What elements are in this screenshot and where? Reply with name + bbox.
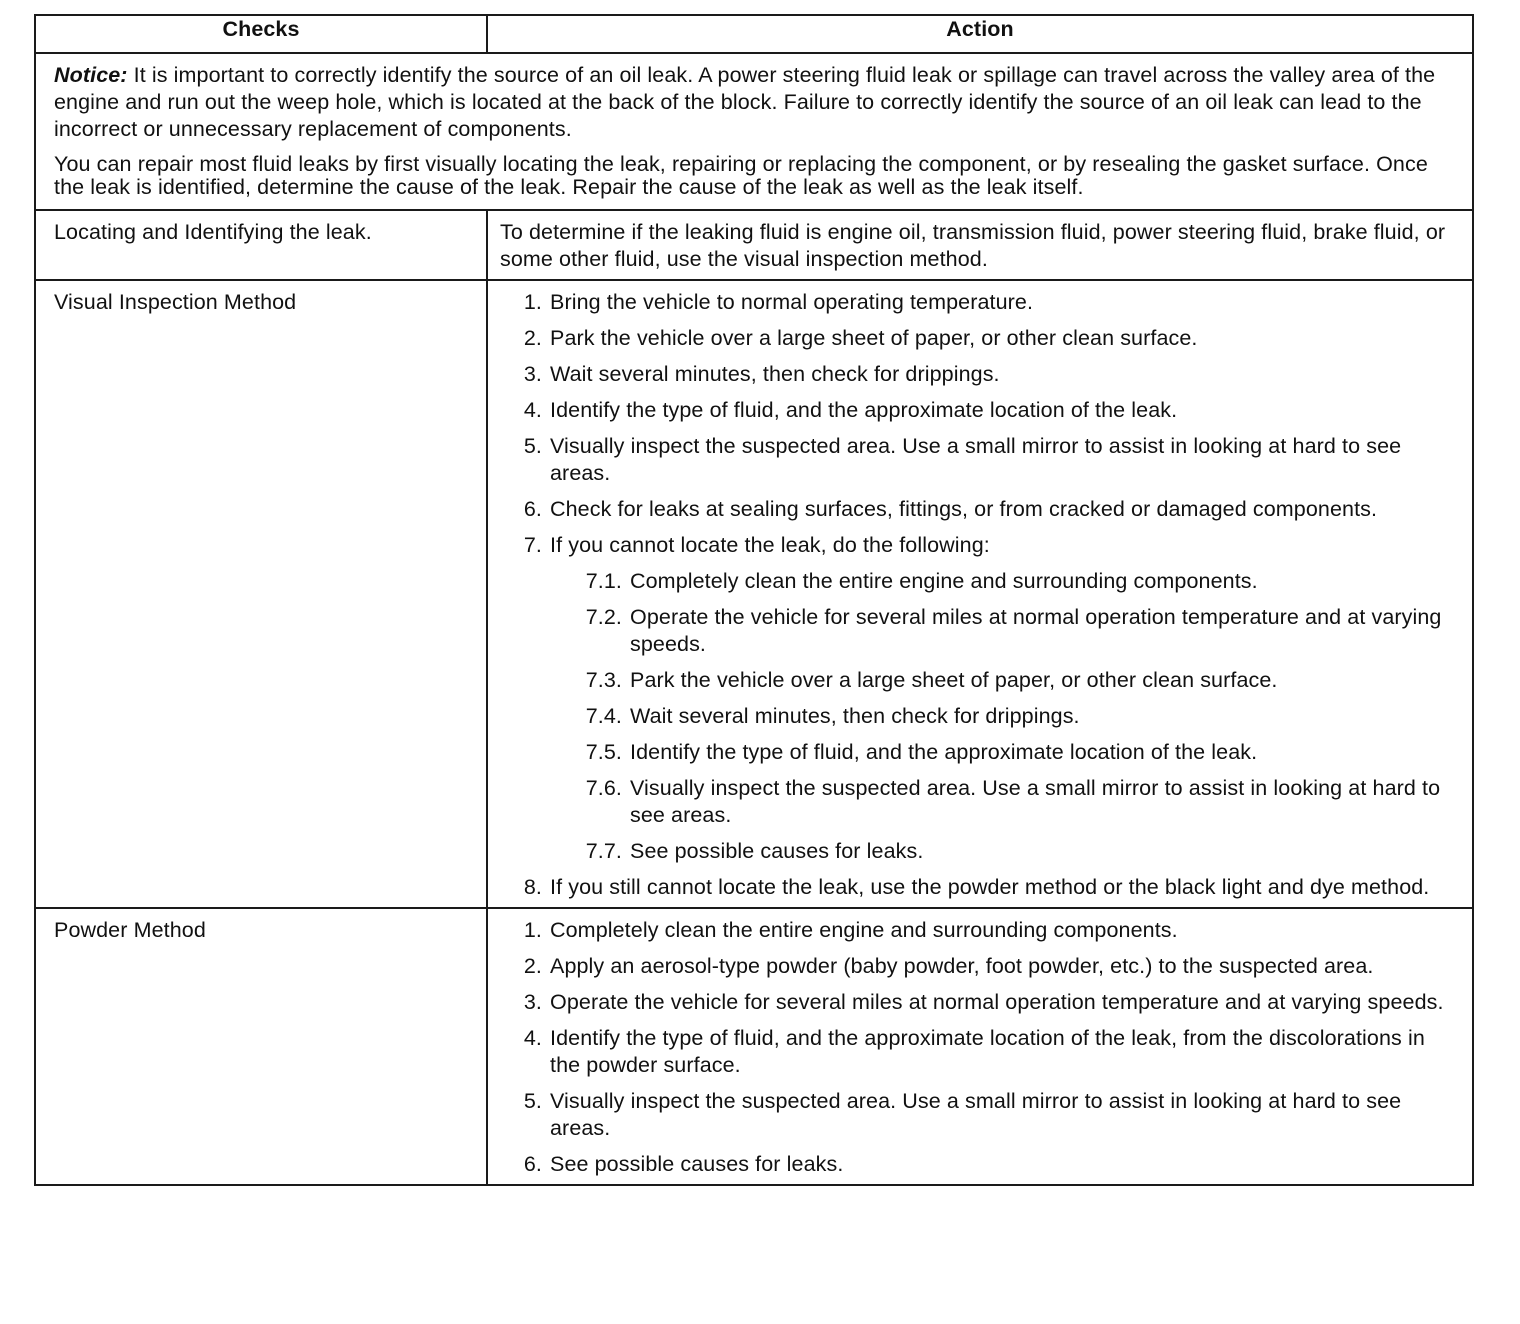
step-number: 7.5. [585,740,622,764]
step-text: Completely clean the entire engine and surrounding components. [630,569,1258,593]
step-number: 5. [523,434,542,458]
step-text: Operate the vehicle for several miles at normal operation temperature and at varying speeds. [630,605,1442,656]
step-number: 4. [523,1026,542,1050]
step-number: 7.2. [585,605,622,629]
checks-column-header: Checks [35,15,487,53]
step-text: Check for leaks at sealing surfaces, fittings, or from cracked or damaged components. [550,497,1378,521]
step-item [500,397,1454,424]
step-number: 8. [523,875,542,899]
table-row [35,908,1473,1185]
step-number: 5. [523,1089,542,1113]
sub-step-item [500,739,1454,766]
action-cell-locating: To determine if the leaking fluid is engine oil, transmission fluid, power steering fluid, brake fluid, or some other fluid, use the visual inspection method. [487,210,1473,280]
sub-step-item [500,604,1454,658]
step-number: 7.7. [585,839,622,863]
notice-row [35,53,1473,210]
step-item [500,361,1454,388]
notice-paragraph [54,62,1458,143]
header-row [35,15,1473,53]
step-item [500,953,1454,980]
step-text: Bring the vehicle to normal operating temperature. [550,290,1034,314]
step-item [500,289,1454,316]
powder-method-steps [500,917,1454,1178]
step-text: Identify the type of fluid, and the approximate location of the leak. [550,398,1178,422]
diagnostic-table [34,14,1474,1186]
step-text: Visually inspect the suspected area. Use a small mirror to assist in looking at hard to see areas. [630,776,1441,827]
step-text: Park the vehicle over a large sheet of paper, or other clean surface. [630,668,1278,692]
step-text: Operate the vehicle for several miles at normal operation temperature and at varying speeds. [550,990,1444,1014]
step-number: 2. [523,326,542,350]
step-text: Visually inspect the suspected area. Use a small mirror to assist in looking at hard to see areas. [550,434,1402,485]
sub-step-item [500,568,1454,595]
step-text: Completely clean the entire engine and surrounding components. [550,918,1178,942]
step-text: Wait several minutes, then check for drippings. [550,362,1000,386]
step-number: 3. [523,362,542,386]
step-text: Wait several minutes, then check for drippings. [630,704,1080,728]
step-number: 7.1. [585,569,622,593]
notice-label: Notice: [54,63,128,87]
notice-text: It is important to correctly identify the source of an oil leak. A power steering fluid leak or spillage can travel across the valley area of the engine and run out the weep hole, which is located at the back of the block. Failure to correctly identify the source of an oil leak can lead to the incorrect or unnecessary replacement of components. [54,63,1436,141]
check-cell-powder-method: Powder Method [35,908,487,1185]
table-row [35,210,1473,280]
step-number: 6. [523,497,542,521]
step-item [500,433,1454,487]
step-number: 7. [523,533,542,557]
sub-step-item [500,775,1454,829]
sub-step-item [500,667,1454,694]
step-text: Apply an aerosol-type powder (baby powder, foot powder, etc.) to the suspected area. [550,954,1374,978]
step-text: If you cannot locate the leak, do the following: [550,533,990,557]
check-cell-locating: Locating and Identifying the leak. [35,210,487,280]
check-cell-visual-inspection: Visual Inspection Method [35,280,487,908]
step-number: 1. [523,918,542,942]
step-number: 1. [523,290,542,314]
step-number: 2. [523,954,542,978]
visual-inspection-steps [500,289,1454,901]
step-number: 4. [523,398,542,422]
step-number: 7.4. [585,704,622,728]
step-text: Identify the type of fluid, and the approximate location of the leak, from the discolorations in the powder surface. [550,1026,1425,1077]
step-number: 7.3. [585,668,622,692]
step-item [500,532,1454,559]
step-number: 6. [523,1152,542,1176]
step-text: Visually inspect the suspected area. Use a small mirror to assist in looking at hard to see areas. [550,1089,1402,1140]
step-item [500,1088,1454,1142]
step-item [500,874,1454,901]
notice-cell [35,53,1473,210]
step-item [500,496,1454,523]
step-text: See possible causes for leaks. [630,839,924,863]
action-column-header: Action [487,15,1473,53]
sub-step-item [500,838,1454,865]
step-item [500,917,1454,944]
step-number: 3. [523,990,542,1014]
step-item [500,325,1454,352]
step-item [500,989,1454,1016]
repair-paragraph: You can repair most fluid leaks by first visually locating the leak, repairing or replacing the component, or by resealing the gasket surface. Once the leak is identified, determine the cause of the leak. Repair the cause of the leak as well as the leak itself. [54,152,1428,199]
action-cell-visual-inspection [487,280,1473,908]
table-row [35,280,1473,908]
action-cell-powder-method [487,908,1473,1185]
step-item [500,1025,1454,1079]
step-text: If you still cannot locate the leak, use the powder method or the black light and dye method. [550,875,1430,899]
step-item [500,1151,1454,1178]
step-number: 7.6. [585,776,622,800]
sub-step-item [500,703,1454,730]
step-text: See possible causes for leaks. [550,1152,844,1176]
step-text: Park the vehicle over a large sheet of paper, or other clean surface. [550,326,1198,350]
step-text: Identify the type of fluid, and the approximate location of the leak. [630,740,1258,764]
